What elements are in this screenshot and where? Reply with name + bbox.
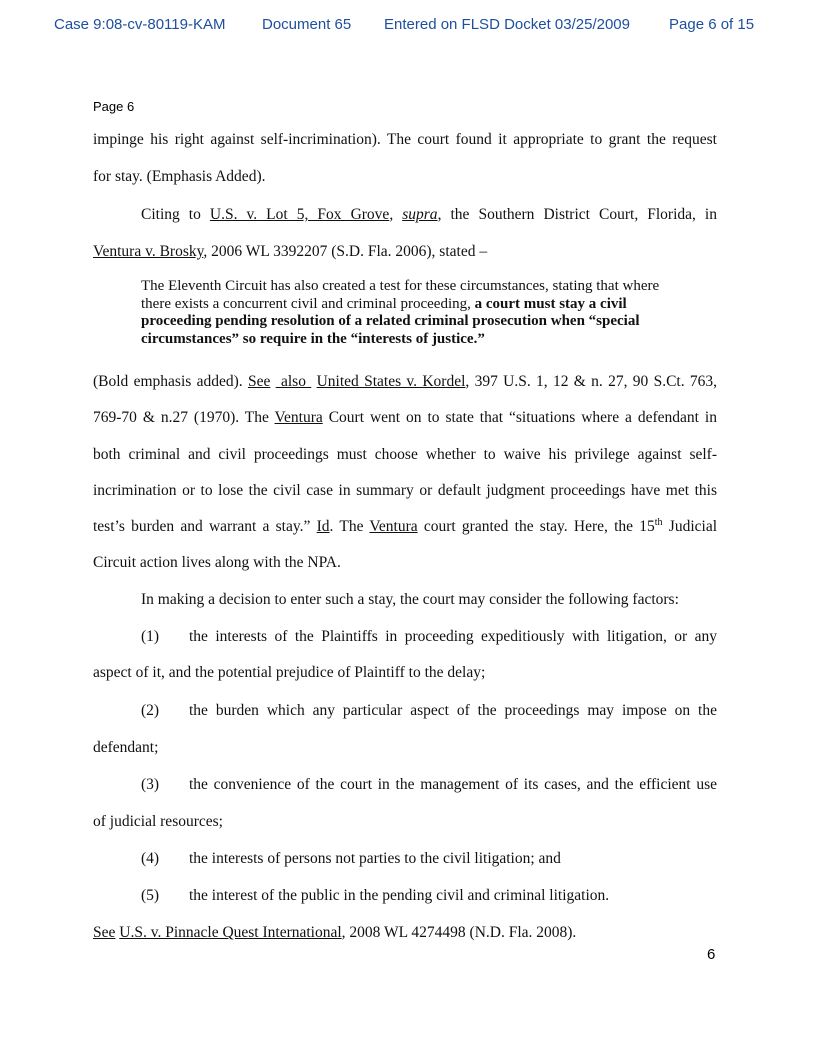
case-citation: Ventura v. Brosky — [93, 243, 204, 260]
quote-text: The Eleventh Circuit has also created a test for these circumstances, stating that where there exists a concurrent civil and criminal proceeding, — [141, 278, 660, 312]
quote-bold-text: a court must stay a civil proceeding pending resolution of a related criminal prosecution when “special circumstances” so require in the “interests of justice.” — [141, 295, 640, 347]
factor-number: (1) — [141, 628, 160, 645]
factor-text: the interests of the Plaintiffs in proceeding expeditiously with litigation, or any — [189, 628, 717, 645]
paragraph-3-line-2 — [93, 408, 717, 428]
text: (Bold emphasis added). — [93, 373, 248, 390]
case-citation: U.S. v. Lot 5, Fox Grove — [209, 206, 390, 223]
text: test’s burden and warrant a stay.” — [93, 518, 317, 535]
factor-4 — [93, 849, 717, 869]
factor-5 — [93, 886, 717, 906]
text: , the Southern District Court, Florida, in — [437, 206, 717, 223]
paragraph-2-line-2 — [93, 242, 717, 262]
docket-entry: Entered on FLSD Docket 03/25/2009 — [384, 16, 630, 33]
factor-1-continuation: aspect of it, and the potential prejudice of Plaintiff to the delay; — [93, 664, 486, 681]
supra-citation: supra — [402, 206, 438, 223]
text: . The — [329, 518, 370, 535]
factor-1 — [93, 627, 717, 647]
factor-3 — [93, 775, 717, 795]
signal-see: See — [247, 373, 271, 390]
paragraph-3-line-4: incrimination or to lose the civil case in summary or default judgment proceedings have met this — [93, 482, 717, 499]
paragraph-1-line-2: for stay. (Emphasis Added). — [93, 168, 266, 185]
ordinal-suffix: th — [654, 516, 663, 528]
signal-see: See — [93, 924, 116, 941]
text: Citing to — [141, 206, 210, 223]
paragraph-3-line-1 — [93, 372, 717, 392]
page-label: Page 6 — [93, 99, 135, 114]
case-citation: Ventura — [274, 409, 323, 426]
factor-3-continuation: of judicial resources; — [93, 813, 223, 830]
factor-number: (4) — [141, 850, 160, 867]
text: Judicial — [662, 518, 718, 535]
case-citation: United States v. Kordel — [316, 373, 466, 390]
text: , — [389, 206, 403, 223]
case-number: Case 9:08-cv-80119-KAM — [54, 16, 226, 33]
paragraph-3-line-6: Circuit action lives along with the NPA. — [93, 554, 341, 571]
docket-header — [0, 16, 816, 40]
factor-number: (3) — [141, 776, 160, 793]
id-citation: Id — [316, 518, 330, 535]
paragraph-4: In making a decision to enter such a stay, the court may consider the following factors: — [141, 591, 679, 608]
factor-2 — [93, 701, 717, 721]
page-number: 6 — [707, 946, 716, 963]
block-quote — [141, 278, 681, 348]
factor-text: the convenience of the court in the management of its cases, and the efficient use — [189, 776, 717, 793]
text: , 2006 WL 3392207 (S.D. Fla. 2006), stated – — [203, 243, 488, 260]
factor-text: the interests of persons not parties to the civil litigation; and — [189, 850, 561, 867]
paragraph-3-line-3: both criminal and civil proceedings must choose whether to waive his privilege against self- — [93, 446, 717, 463]
paragraph-1-line-1: impinge his right against self-incrimination). The court found it appropriate to grant the request — [93, 131, 717, 148]
paragraph-3-line-5 — [93, 517, 717, 537]
signal-also: also — [275, 373, 312, 390]
document-number: Document 65 — [262, 16, 352, 33]
paragraph-2-line-1 — [141, 205, 717, 225]
closing-citation — [93, 923, 717, 943]
text: , 397 U.S. 1, 12 & n. 27, 90 S.Ct. 763, — [465, 373, 718, 390]
factor-number: (2) — [141, 702, 160, 719]
text: , 2008 WL 4274498 (N.D. Fla. 2008). — [341, 924, 577, 941]
factor-text: the burden which any particular aspect of the proceedings may impose on the — [189, 702, 717, 719]
case-citation: U.S. v. Pinnacle Quest International — [119, 924, 342, 941]
text: court granted the stay. Here, the 15 — [417, 518, 655, 535]
text: Court went on to state that “situations where a defendant in — [322, 409, 717, 426]
case-citation: Ventura — [369, 518, 418, 535]
factor-number: (5) — [141, 887, 160, 904]
page-of-total: Page 6 of 15 — [669, 16, 755, 33]
text: 769-70 & n.27 (1970). The — [93, 409, 275, 426]
factor-text: the interest of the public in the pending civil and criminal litigation. — [189, 887, 610, 904]
factor-2-continuation: defendant; — [93, 739, 159, 756]
